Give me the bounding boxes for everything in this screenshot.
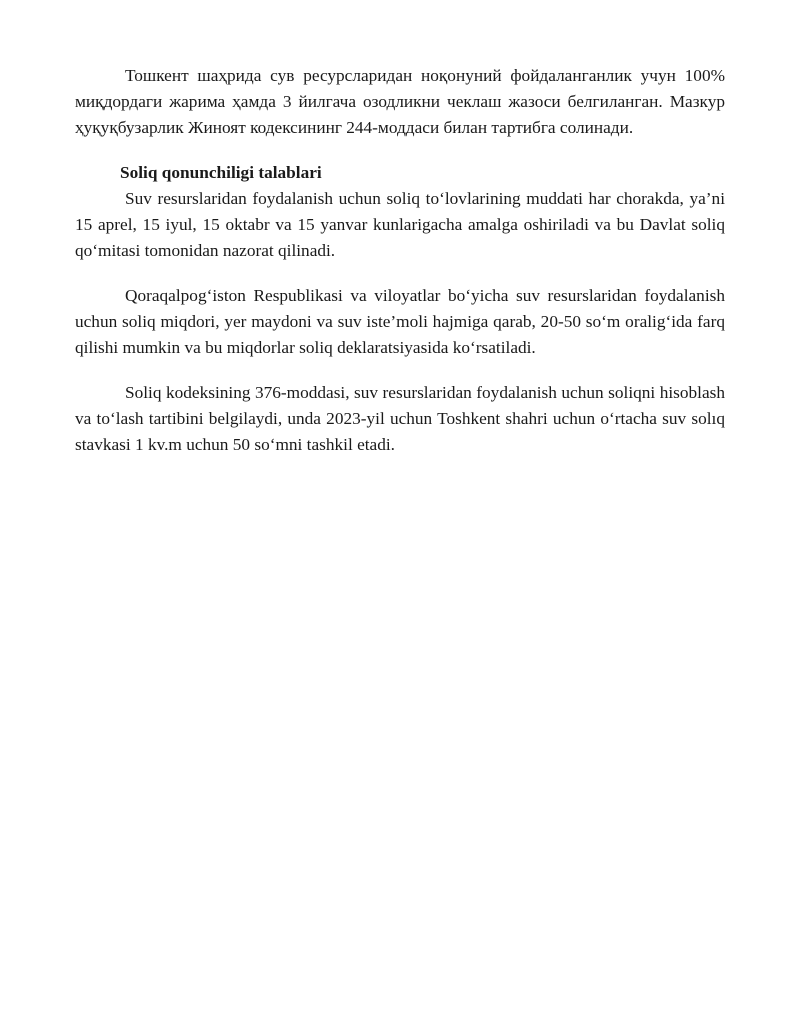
paragraph-water-penalty: Тошкент шаҳрида сув ресурсларидан ноқонуний фойдаланганлик учун 100% миқдордаги жарима ҳамда 3 йилгача озодликни чеклаш жазоси белгиланган. Мазкур ҳуқуқбузарлик Жиноят кодексининг 244-моддаси билан тартибга солинади. bbox=[75, 66, 725, 137]
paragraph-tax-code-article: Soliq kodeksining 376-moddasi, suv resurslaridan foydalanish uchun soliqni hisoblash va to‘lash tartibini belgilaydi, unda 2023-yil uchun Toshkent shahri uchun o‘rtacha suv solıq stavkasi 1 kv.m uchun 50 so‘mni tashkil etadi. bbox=[75, 383, 725, 454]
paragraph-payment-deadlines: Suv resurslaridan foydalanish uchun soliq to‘lovlarining muddati har chorakda, ya’ni 15 aprel, 15 iyul, 15 oktabr va 15 yanvar kunlarigacha amalga oshiriladi va bu Davlat soliq qo‘mitasi tomonidan nazorat qilinadi. bbox=[75, 189, 725, 260]
section-heading-tax-requirements: Soliq qonunchiligi talablari bbox=[120, 163, 322, 182]
document-page bbox=[75, 63, 725, 458]
paragraph-regional-tax-amount: Qoraqalpog‘iston Respublikasi va viloyatlar bo‘yicha suv resurslaridan foydalanish uchun soliq miqdori, yer maydoni va suv iste’moli hajmiga qarab, 20-50 so‘m oralig‘ida farq qilishi mumkin va bu miqdorlar soliq deklaratsiyasida ko‘rsatiladi. bbox=[75, 286, 725, 357]
